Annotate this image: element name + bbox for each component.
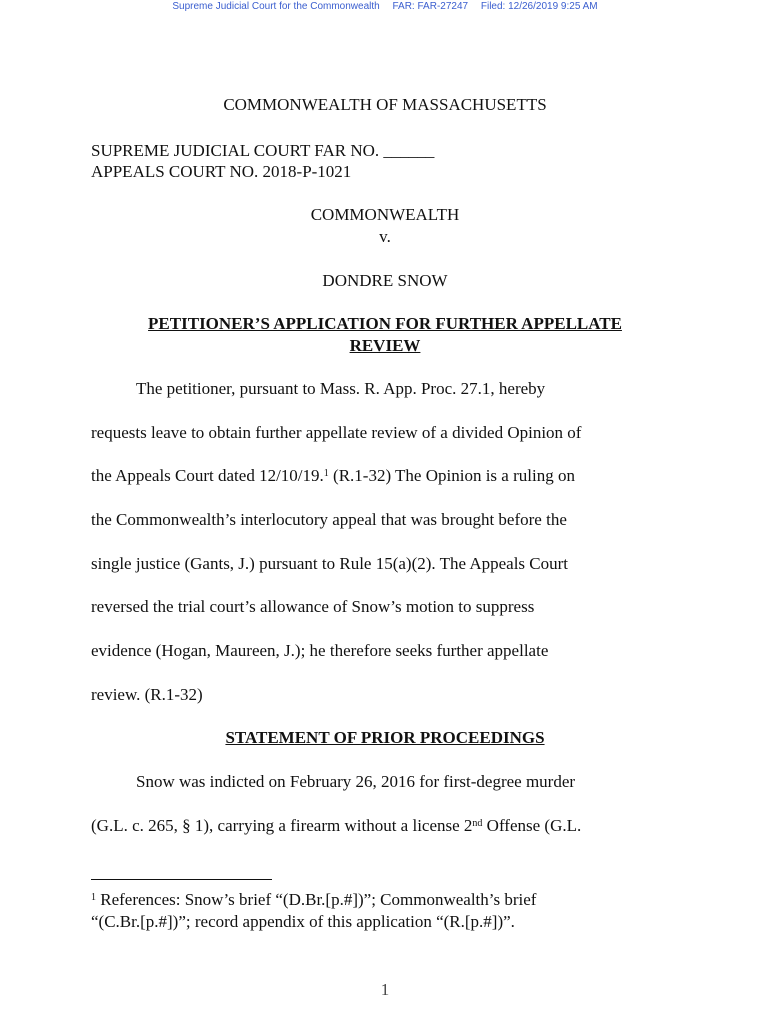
body-text: Offense (G.L. [482,816,582,835]
caption-plaintiff: COMMONWEALTH [310,205,460,224]
footnote-reference: 1 [323,468,329,479]
section-heading: STATEMENT OF PRIOR PROCEEDINGS [225,728,545,747]
header-filed: Filed: 12/26/2019 9:25 AM [480,1,598,12]
body-line: requests leave to obtain further appellate review of a divided Opinion of [91,423,582,442]
header-court: Supreme Judicial Court for the Commonwealth [172,1,380,12]
body-line: reversed the trial court’s allowance of Snow’s motion to suppress [91,597,535,616]
body-line [91,465,575,487]
body-line [91,815,581,837]
filing-header [0,0,770,14]
footnote-number: 1 [91,892,96,903]
footnote-divider [91,879,272,880]
caption-defendant: DONDRE SNOW [322,271,448,290]
body-text: (G.L. c. 265, § 1), carrying a firearm without a license 2 [91,816,473,835]
document-title-line-2: REVIEW [349,336,421,355]
caption-state: COMMONWEALTH OF MASSACHUSETTS [223,95,547,114]
body-text: (R.1-32) The Opinion is a ruling on [328,466,575,485]
caption-appeals-line: APPEALS COURT NO. 2018-P-1021 [91,162,352,181]
footnote-line-2: “(C.Br.[p.#])”; record appendix of this application “(R.[p.#])”. [91,912,515,931]
body-line: the Commonwealth’s interlocutory appeal that was brought before the [91,510,567,529]
page-number: 1 [380,980,390,999]
body-line: Snow was indicted on February 26, 2016 for first-degree murder [136,772,576,791]
ordinal-superscript: nd [472,818,483,829]
caption-versus: v. [379,227,391,246]
footnote-text: References: Snow’s brief “(D.Br.[p.#])”; Commonwealth’s brief [96,890,537,909]
caption-sjc-line: SUPREME JUDICIAL COURT FAR NO. ______ [91,141,435,160]
body-line: The petitioner, pursuant to Mass. R. App. Proc. 27.1, hereby [136,379,546,398]
body-line: evidence (Hogan, Maureen, J.); he therefore seeks further appellate [91,641,549,660]
header-far: FAR: FAR-27247 [392,1,469,12]
footnote-line-1 [91,889,536,911]
body-line: review. (R.1-32) [91,685,203,704]
document-title-line-1: PETITIONER’S APPLICATION FOR FURTHER APPELLATE [148,314,622,333]
body-line: single justice (Gants, J.) pursuant to Rule 15(a)(2). The Appeals Court [91,554,569,573]
body-text: the Appeals Court dated 12/10/19. [91,466,324,485]
